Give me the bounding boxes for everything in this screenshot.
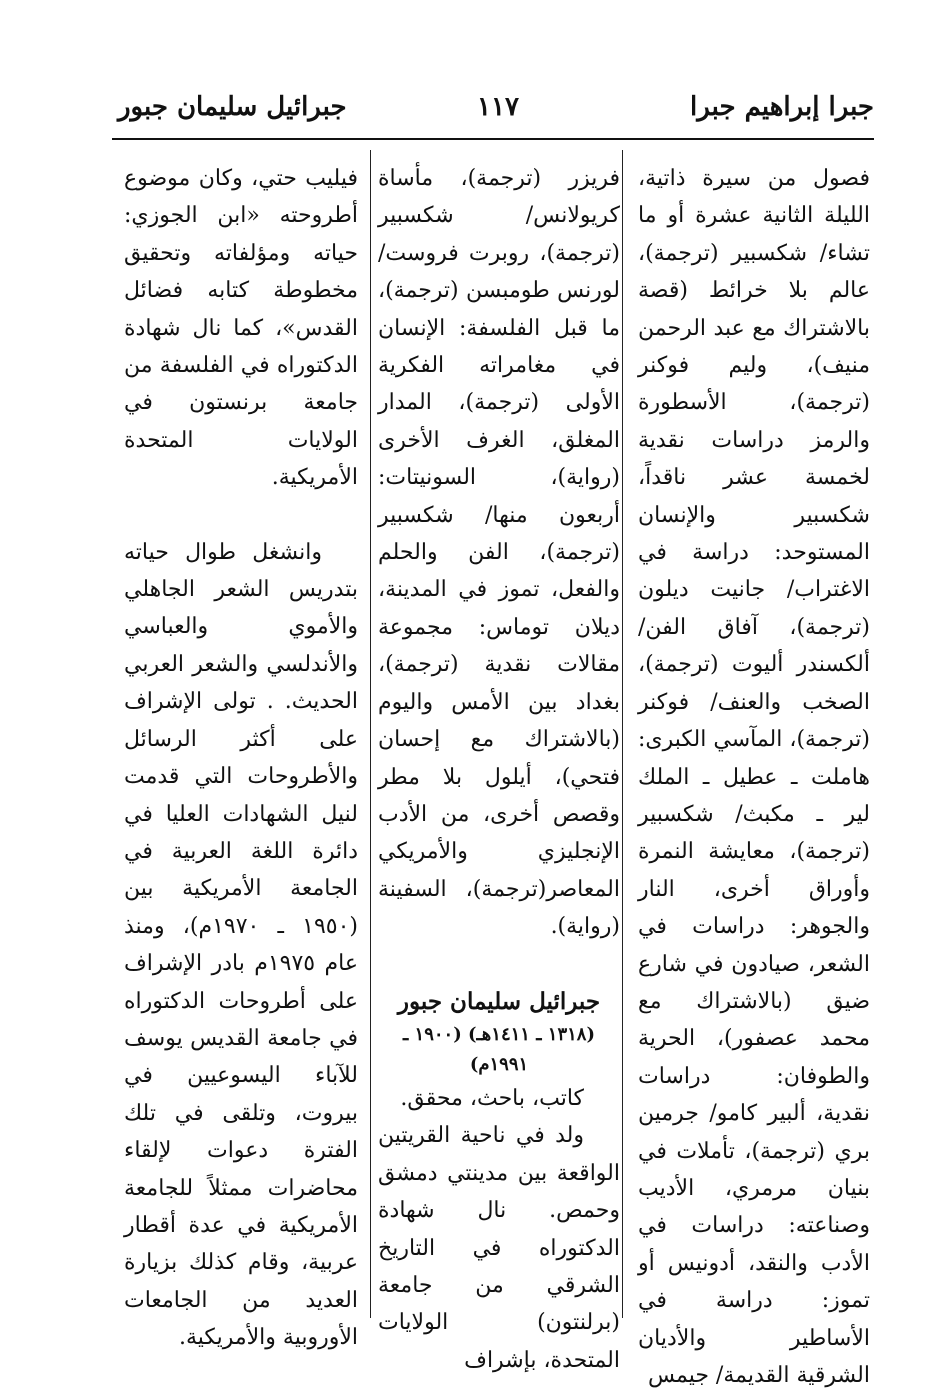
column-right [638,160,870,1394]
entry-title: جبرائيل سليمان جبور [397,987,601,1015]
entry-dates: (١٣١٨ ـ ١٤١١هـ) (١٩٠٠ ـ ١٩٩١م) [403,1023,595,1075]
paragraph-career: وانشغل طوال حياته بتدريس الشعر الجاهلي والأموي والعباسي والأندلسي والشعر العربي الحديث. . تولى الإشراف على أكثر الرسائل والأطروحات التي قدمت لنيل الشهادات العليا في دائرة اللغة العربية في الجامعة الأمريكية بين (١٩٥٠ ـ ١٩٧٠م)، ومنذ عام ١٩٧٥م بادر الإشراف على أطروحات الدكتوراه في جامعة القديس يوسف للآباء اليسوعيين في بيروت، وتلقى في تلك الفترة دعوات لإلقاء محاضرات ممثلاً للجامعة الأمريكية في عدة أقطار عربية، وقام كذلك بزيارة العديد من الجامعات الأوروبية والأمريكية. [124,539,358,1351]
column-divider-right [622,150,623,1318]
paragraph-biography-continued: فيليب حتي، وكان موضوع أطروحته «ابن الجوزي: حياته ومؤلفاته وتحقيق مخطوطة كتابه فضائل القدس»، كما نال شهادة الدكتوراه في الفلسفة من جامعة برنستون في الولايات المتحدة الأمريكية. [124,166,358,491]
column-middle [378,160,620,1379]
page-header [118,92,874,132]
page-number: ١١٧ [477,92,519,122]
running-head-right: جبرا إبراهيم جبرا [690,92,874,122]
header-rule [112,138,874,140]
running-head-left: جبرائيل سليمان جبور [118,92,347,122]
entry-role: كاتب، باحث، محقق. [400,1085,584,1111]
paragraph-bibliography-end: فريزر (ترجمة)، مأساة كريولانس/ شكسبير (ترجمة)، روبرت فروست/ لورنس طومبسن (ترجمة)، ما قبل الفلسفة: الإنسان في مغامراته الفكرية الأولى (ترجمة)، المدار المغلق، الغرف الأخرى (رواية)، السونيتات: أربعون منها/ شكسبير (ترجمة)، الفن والحلم والفعل، تموز في المدينة، ديلان توماس: مجموعة مقالات نقدية (ترجمة)، بغداد بين الأمس واليوم (بالاشتراك مع إحسان فتحي)، أيلول بلا مطر وقصص أخرى، من الأدب الإنجليزي والأمريكي المعاصر(ترجمة)، السفينة (رواية). [378,166,620,940]
column-divider-left [370,150,371,1318]
paragraph-bibliography-continued: فصول من سيرة ذاتية، الليلة الثانية عشرة أو ما تشاء/ شكسبير (ترجمة)، عالم بلا خرائط (قصة بالاشتراك مع عبد الرحمن منيف)، وليم فوكنر (ترجمة)، الأسطورة والرمز دراسات نقدية لخمسة عشر ناقداً، شكسبير والإنسان المستوحد: دراسة في الاغتراب/ جانيت ديلون (ترجمة)، آفاق الفن/ ألكسندر أليوت (ترجمة)، الصخب والعنف/ فوكنر (ترجمة)، المآسي الكبرى: هاملت ـ عطيل ـ الملك لير ـ مكبث/ شكسبير (ترجمة)، معايشة النمرة وأوراق أخرى، النار والجوهر: دراسات في الشعر، صيادون في شارع ضيق (بالاشتراك مع محمد عصفور)، الحرية والطوفان: دراسات نقدية، ألبير كامو/ جرمين بري (ترجمة)، تأملات في بنيان مرمري، الأديب وصناعته: دراسات في الأدب والنقد، أدونيس أو تموز: دراسة في الأساطير والأديان الشرقية القديمة/ جيمس [637,166,870,1388]
paragraph-biography-start: ولد في ناحية القريتين الواقعة بين مدينتي دمشق وحمص. نال شهادة الدكتوراه في التاريخ الشرقي من جامعة (برلنتون) الولايات المتحدة، بإشراف [378,1123,620,1373]
column-left [124,160,358,1357]
